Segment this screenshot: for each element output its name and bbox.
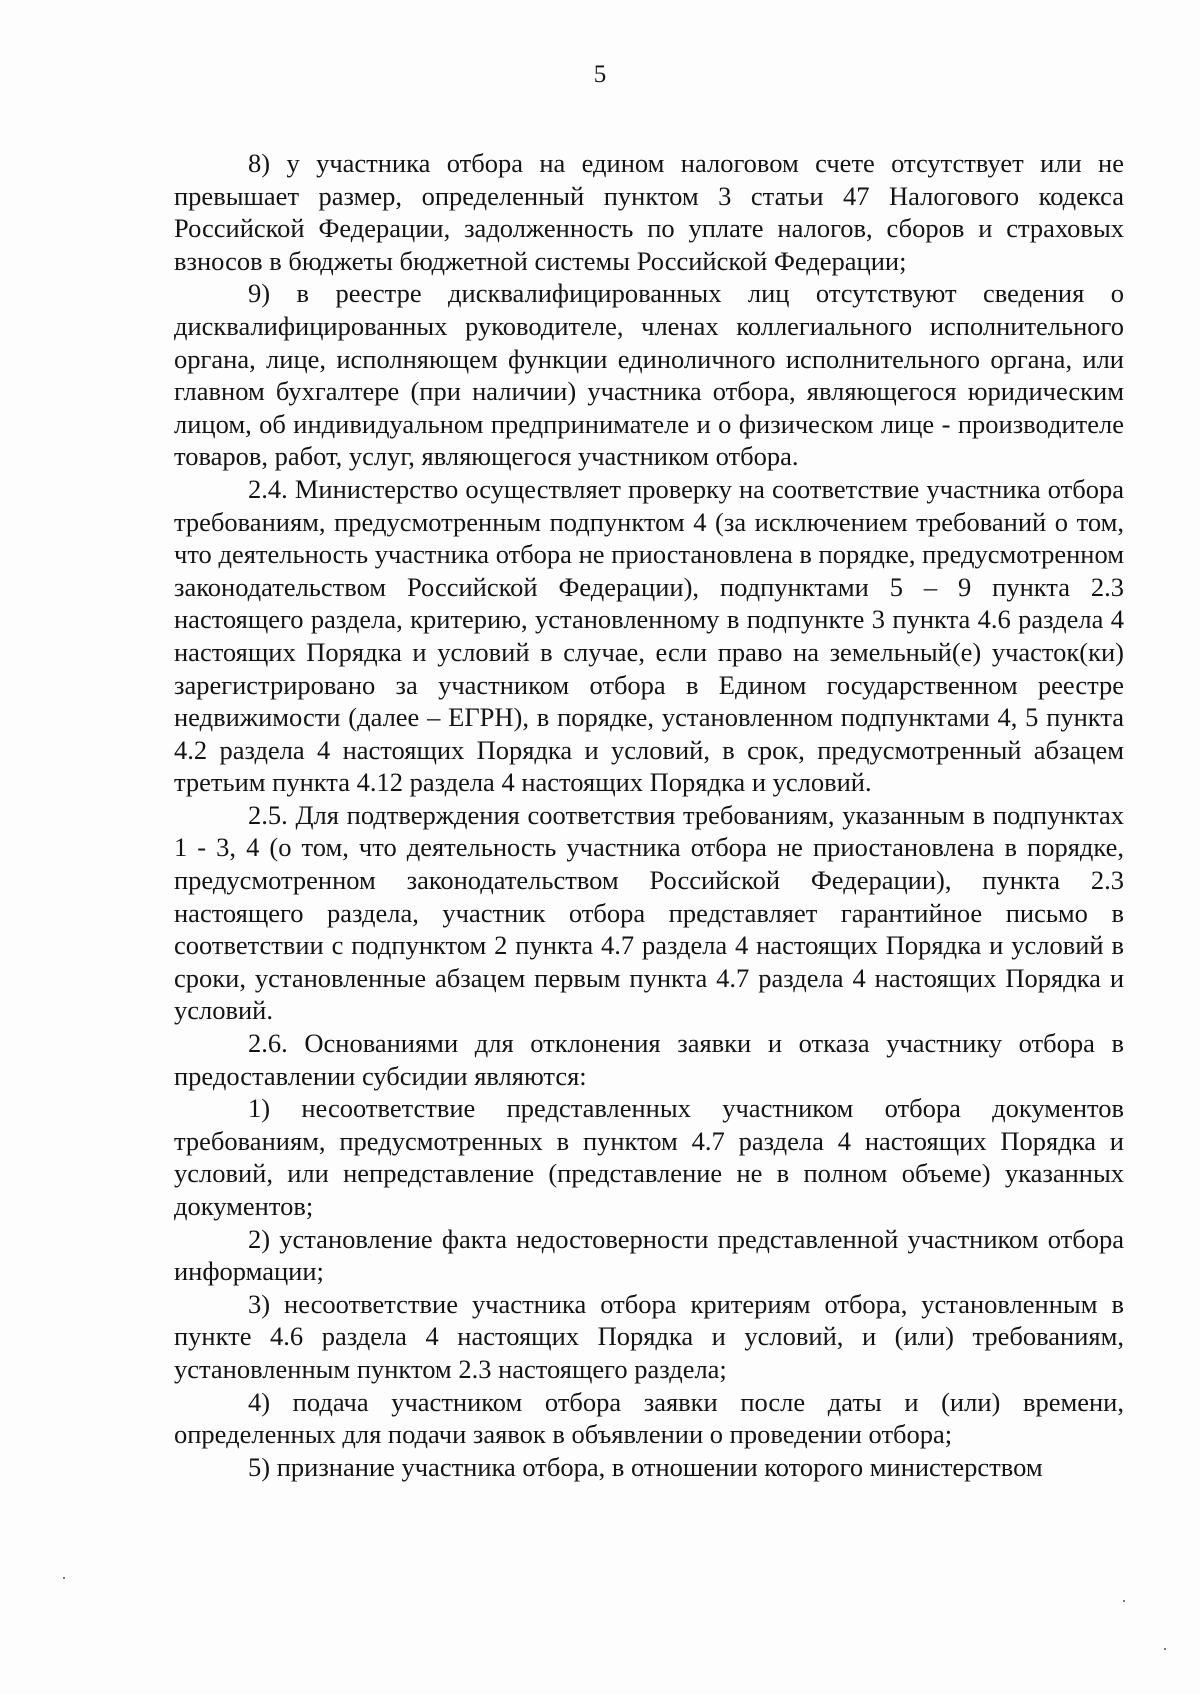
paragraph-section-2-6-item-1: 1) несоответствие представленных участником отбора документов требованиям, предусмотренных в пунктом 4.7 раздела 4 настоящих Порядка и условий, или непредставление (представление не в полном объеме) указанных документов; [174, 1093, 1124, 1221]
paragraph-item-8: 8) у участника отбора на едином налоговом счете отсутствует или не превышает размер, определенный пунктом 3 статьи 47 Налогового кодекса Российской Федерации, задолженность по уплате налогов, сборов и страховых взносов в бюджеты бюджетной системы Российской Федерации; [174, 148, 1124, 276]
paragraph-section-2-6-item-4: 4) подача участником отбора заявки после даты и (или) времени, определенных для подачи заявок в объявлении о проведении отбора; [174, 1386, 1124, 1450]
paragraph-item-9: 9) в реестре дисквалифицированных лиц отсутствуют сведения о дисквалифицированных руководителе, членах коллегиального исполнительного органа, лице, исполняющем функции единоличного исполнительного органа, или главном бухгалтере (при наличии) участника отбора, являющегося юридическим лицом, об индивидуальном предпринимателе и о физическом лице - производителе товаров, работ, услуг, являющегося участником отбора. [174, 278, 1124, 472]
document-body [174, 147, 1124, 1483]
scan-speck [63, 1577, 65, 1579]
page-number: 5 [593, 61, 607, 88]
paragraph-section-2-6-item-2: 2) установление факта недостоверности представленной участником отбора информации; [174, 1223, 1124, 1287]
paragraph-section-2-6-item-5: 5) признание участника отбора, в отношении которого министерством [248, 1451, 1043, 1482]
paragraph-section-2-6-item-3: 3) несоответствие участника отбора критериям отбора, установленным в пункте 4.6 раздела 4 настоящих Порядка и условий, и (или) требованиям, установленным пунктом 2.3 настоящего раздела; [174, 1288, 1124, 1384]
paragraph-section-2-4: 2.4. Министерство осуществляет проверку на соответствие участника отбора требованиям, предусмотренным подпунктом 4 (за исключением требований о том, что деятельность участника отбора не приостановлена в порядке, предусмотренном законодательством Российской Федерации), подпунктами 5 – 9 пункта 2.3 настоящего раздела, критерию, установленному в подпункте 3 пункта 4.6 раздела 4 настоящих Порядка и условий в случае, если право на земельный(е) участок(ки) зарегистрировано за участником отбора в Едином государственном реестре недвижимости (далее – ЕГРН), в порядке, установленном подпунктами 4, 5 пункта 4.2 раздела 4 настоящих Порядка и условий, в срок, предусмотренный абзацем третьим пункта 4.12 раздела 4 настоящих Порядка и условий. [174, 473, 1124, 798]
scan-speck [1123, 1600, 1125, 1602]
paragraph-section-2-6: 2.6. Основаниями для отклонения заявки и отказа участнику отбора в предоставлении субсидии являются: [174, 1028, 1124, 1091]
scan-speck [1164, 1648, 1166, 1650]
paragraph-section-2-5: 2.5. Для подтверждения соответствия требованиям, указанным в подпунктах 1 - 3, 4 (о том, что деятельность участника отбора не приостановлена в порядке, предусмотренном законодательством Российской Федерации), пункта 2.3 настоящего раздела, участник отбора представляет гарантийное письмо в соответствии с подпунктом 2 пункта 4.7 раздела 4 настоящих Порядка и условий в сроки, установленные абзацем первым пункта 4.7 раздела 4 настоящих Порядка и условий. [174, 799, 1124, 1026]
